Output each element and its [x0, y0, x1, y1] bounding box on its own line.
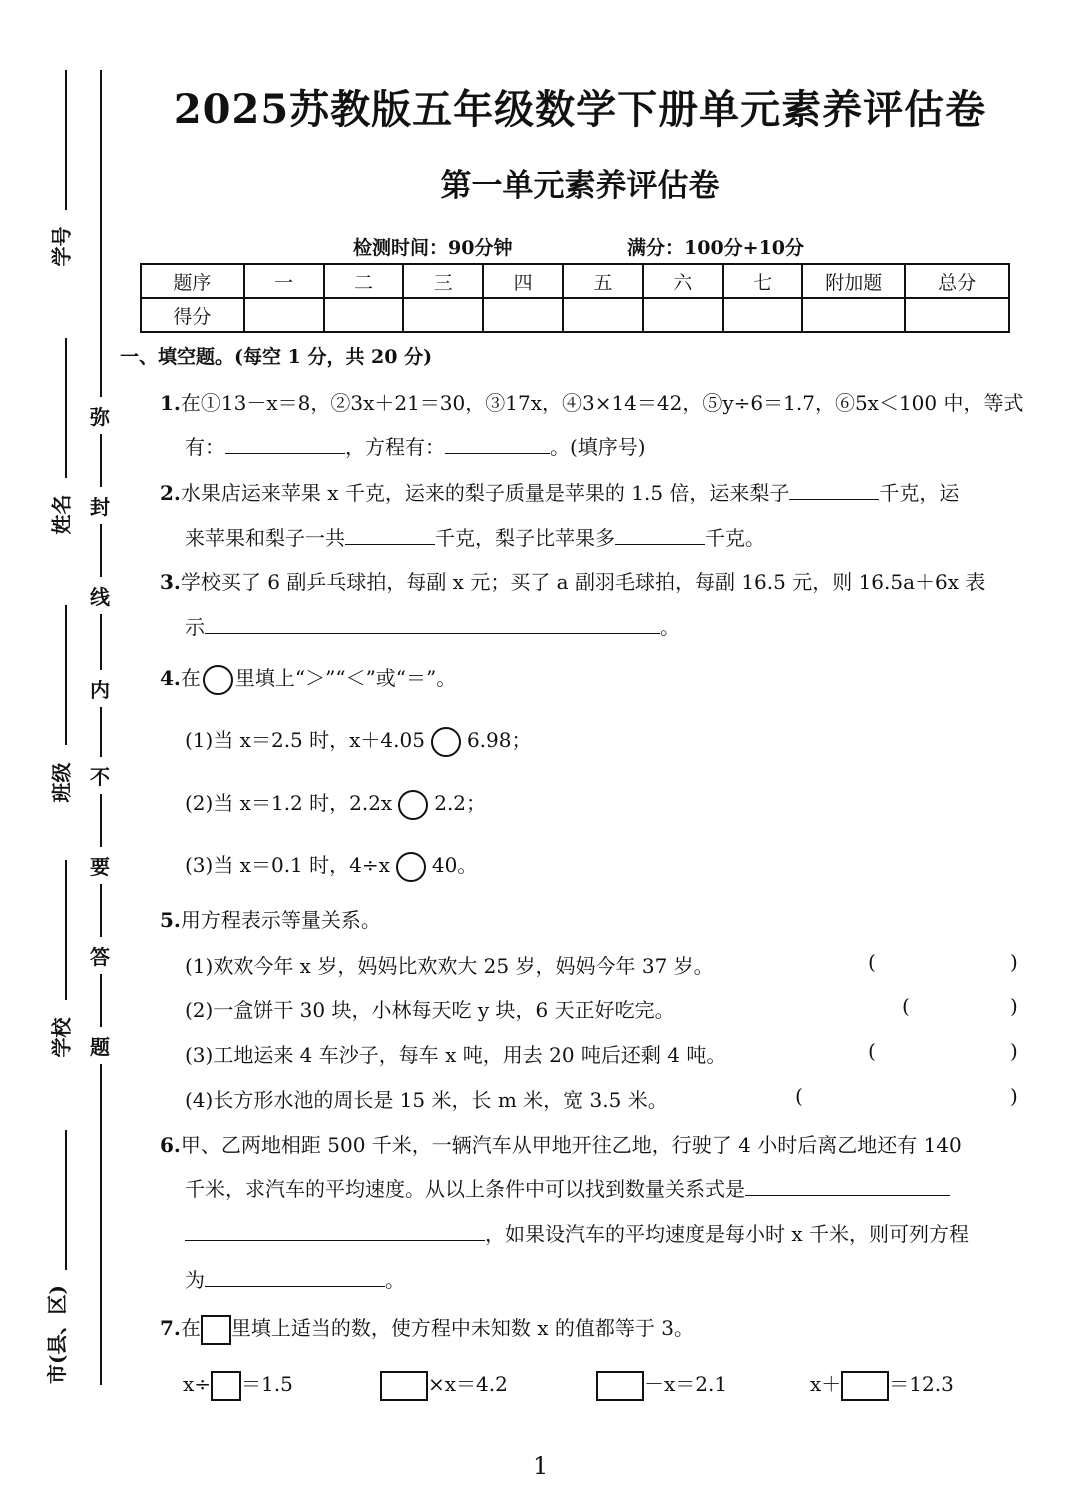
paren-right[interactable]: ) — [1010, 1039, 1018, 1063]
q5-line1 — [160, 904, 381, 933]
score-table — [140, 263, 1010, 333]
answer-blank[interactable] — [789, 480, 879, 500]
seal-char: 题 — [90, 1027, 110, 1064]
q-text: ＝12.3 — [889, 1372, 954, 1396]
q4-line1 — [160, 662, 456, 695]
q-text: 在 — [180, 666, 201, 690]
q-text: x＋ — [810, 1372, 842, 1396]
th: 四 — [483, 264, 563, 298]
row-label: 得分 — [141, 298, 244, 332]
q-text: (1)当 x＝2.5 时，x＋4.05 — [185, 728, 425, 752]
q-number: 3. — [160, 570, 181, 594]
th: 五 — [563, 264, 643, 298]
q-text: 千克。 — [705, 526, 765, 550]
answer-blank[interactable] — [185, 1221, 485, 1241]
field-district: 市(县、区) — [44, 1285, 69, 1384]
q-text: 。(填序号) — [550, 435, 646, 459]
score-cell[interactable] — [905, 298, 1009, 332]
q-number: 4. — [160, 666, 181, 690]
q5-item: (4)长方形水池的周长是 15 米，长 m 米，宽 3.5 米。 — [185, 1088, 668, 1112]
th: 二 — [324, 264, 404, 298]
q-text: 6.98； — [466, 728, 532, 752]
answer-blank[interactable] — [745, 1176, 950, 1196]
score-cell[interactable] — [324, 298, 404, 332]
q-text: ，方程有： — [345, 435, 445, 459]
q2-line1 — [160, 477, 959, 506]
paren-right[interactable]: ) — [1010, 1084, 1018, 1108]
field-school: 学校 — [49, 1017, 74, 1058]
q5-item: (1)欢欢今年 x 岁，妈妈比欢欢大 25 岁，妈妈今年 37 岁。 — [185, 954, 714, 978]
seal-char: 弥 — [90, 397, 110, 434]
q-text: 千米，求汽车的平均速度。从以上条件中可以找到数量关系式是 — [185, 1177, 745, 1201]
paren-left: ( — [868, 950, 876, 974]
full-score: 满分：100分+10分 — [627, 237, 805, 259]
q6-line4 — [185, 1264, 405, 1293]
page-number: 1 — [533, 1452, 549, 1480]
q7-eq1 — [183, 1368, 293, 1401]
score-cell[interactable] — [563, 298, 643, 332]
q1-line2 — [185, 431, 646, 460]
page-subtitle: 第一单元素养评估卷 — [440, 168, 720, 204]
q7-eq2 — [380, 1368, 508, 1401]
q-number: 6. — [160, 1133, 181, 1157]
circle-blank[interactable] — [431, 727, 461, 757]
answer-blank[interactable] — [205, 1267, 385, 1287]
q4-sub3 — [185, 849, 477, 882]
q5-item: (2)一盒饼干 30 块，小林每天吃 y 块，6 天正好吃完。 — [185, 998, 675, 1022]
field-line — [65, 338, 67, 478]
exam-time: 检测时间：90分钟 — [353, 237, 513, 259]
paren-left: ( — [902, 994, 910, 1018]
answer-blank[interactable] — [615, 525, 705, 545]
answer-blank[interactable] — [205, 614, 660, 634]
q-text: 40。 — [431, 853, 478, 877]
th: 附加题 — [802, 264, 905, 298]
q-text: 。 — [385, 1268, 405, 1292]
q-text: 千克，梨子比苹果多 — [435, 526, 615, 550]
q-text: －x＝2.1 — [644, 1372, 728, 1396]
q-text: 示 — [185, 615, 205, 639]
q-text: ＝1.5 — [241, 1372, 293, 1396]
paren-right[interactable]: ) — [1010, 994, 1018, 1018]
paren-left: ( — [795, 1084, 803, 1108]
th: 题序 — [141, 264, 244, 298]
q-number: 7. — [160, 1316, 181, 1340]
q-text: 有： — [185, 435, 225, 459]
answer-blank[interactable] — [445, 434, 550, 454]
th: 三 — [403, 264, 483, 298]
score-cell[interactable] — [802, 298, 905, 332]
q-text: ×x＝4.2 — [428, 1372, 508, 1396]
q-number: 1. — [160, 391, 181, 415]
q-text: 在①13－x＝8，②3x＋21＝30，③17x，④3×14＝42，⑤y÷6＝1.7，⑥5x＜100 中，等式 — [180, 391, 1024, 415]
q-text: (3)当 x＝0.1 时，4÷x — [185, 853, 390, 877]
section-heading: 一、填空题。(每空 1 分，共 20 分) — [120, 346, 433, 368]
seal-char: 不 — [90, 757, 110, 794]
circle-blank[interactable] — [203, 665, 233, 695]
q6-line1 — [160, 1129, 962, 1158]
page-title: 2025苏教版五年级数学下册单元素养评估卷 — [173, 86, 987, 133]
score-cell[interactable] — [403, 298, 483, 332]
q-text: 里填上适当的数，使方程中未知数 x 的值都等于 3。 — [230, 1316, 694, 1340]
th: 六 — [643, 264, 723, 298]
score-cell[interactable] — [483, 298, 563, 332]
circle-blank[interactable] — [398, 790, 428, 820]
field-class: 班级 — [49, 762, 74, 803]
score-cell[interactable] — [643, 298, 723, 332]
seal-char: 要 — [90, 847, 110, 884]
seal-char: 线 — [90, 577, 110, 614]
circle-blank[interactable] — [396, 852, 426, 882]
q2-line2 — [185, 522, 765, 551]
q-text: 用方程表示等量关系。 — [180, 908, 381, 932]
box-blank[interactable] — [841, 1371, 889, 1401]
box-blank[interactable] — [596, 1371, 644, 1401]
q4-sub2 — [185, 787, 486, 820]
box-blank[interactable] — [201, 1315, 231, 1345]
th: 七 — [723, 264, 803, 298]
q-text: x÷ — [183, 1372, 212, 1396]
seal-char: 内 — [90, 670, 110, 707]
seal-char: 封 — [90, 487, 110, 524]
paren-left: ( — [868, 1039, 876, 1063]
q-text: 甲、乙两地相距 500 千米，一辆汽车从甲地开往乙地，行驶了 4 小时后离乙地还有 140 — [180, 1133, 962, 1157]
q4-sub1 — [185, 724, 531, 757]
q-text: 里填上“＞”“＜”或“＝”。 — [234, 666, 457, 690]
answer-blank[interactable] — [345, 525, 435, 545]
q6-line3 — [185, 1218, 969, 1247]
q7-line1 — [160, 1312, 694, 1345]
q3-line2 — [185, 611, 680, 640]
field-student-id: 学号 — [49, 226, 74, 267]
q-text: 来苹果和梨子一共 — [185, 526, 345, 550]
q-number: 2. — [160, 481, 181, 505]
q-text: 水果店运来苹果 x 千克，运来的梨子质量是苹果的 1.5 倍，运来梨子 — [180, 481, 790, 505]
box-blank[interactable] — [380, 1371, 428, 1401]
th: 一 — [244, 264, 324, 298]
q-text: 学校买了 6 副乒乓球拍，每副 x 元；买了 a 副羽毛球拍，每副 16.5 元，则 16.5a＋6x 表 — [180, 570, 986, 594]
q-text: 为 — [185, 1268, 205, 1292]
q6-line2 — [185, 1173, 950, 1202]
field-name: 姓名 — [49, 494, 74, 535]
field-line — [65, 1130, 67, 1270]
q5-item: (3)工地运来 4 车沙子，每车 x 吨，用去 20 吨后还剩 4 吨。 — [185, 1043, 727, 1067]
q-text: ，如果设汽车的平均速度是每小时 x 千米，则可列方程 — [485, 1222, 969, 1246]
q-text: 2.2； — [434, 791, 487, 815]
q-number: 5. — [160, 908, 181, 932]
score-cell[interactable] — [723, 298, 803, 332]
q7-eq3 — [596, 1368, 727, 1401]
seal-char: 答 — [90, 937, 110, 974]
box-blank[interactable] — [211, 1371, 241, 1401]
answer-blank[interactable] — [225, 434, 345, 454]
paren-right[interactable]: ) — [1010, 950, 1018, 974]
field-line — [65, 605, 67, 745]
q3-line1 — [160, 566, 985, 595]
field-line — [65, 860, 67, 1000]
score-cell[interactable] — [244, 298, 324, 332]
q1-line1 — [160, 387, 1023, 416]
binding-line — [100, 70, 102, 1385]
q-text: 在 — [180, 1316, 201, 1340]
q-text: (2)当 x＝1.2 时，2.2x — [185, 791, 393, 815]
q-text: 千克，运 — [879, 481, 960, 505]
q-text: 。 — [660, 615, 680, 639]
th: 总分 — [905, 264, 1009, 298]
q7-eq4 — [810, 1368, 954, 1401]
